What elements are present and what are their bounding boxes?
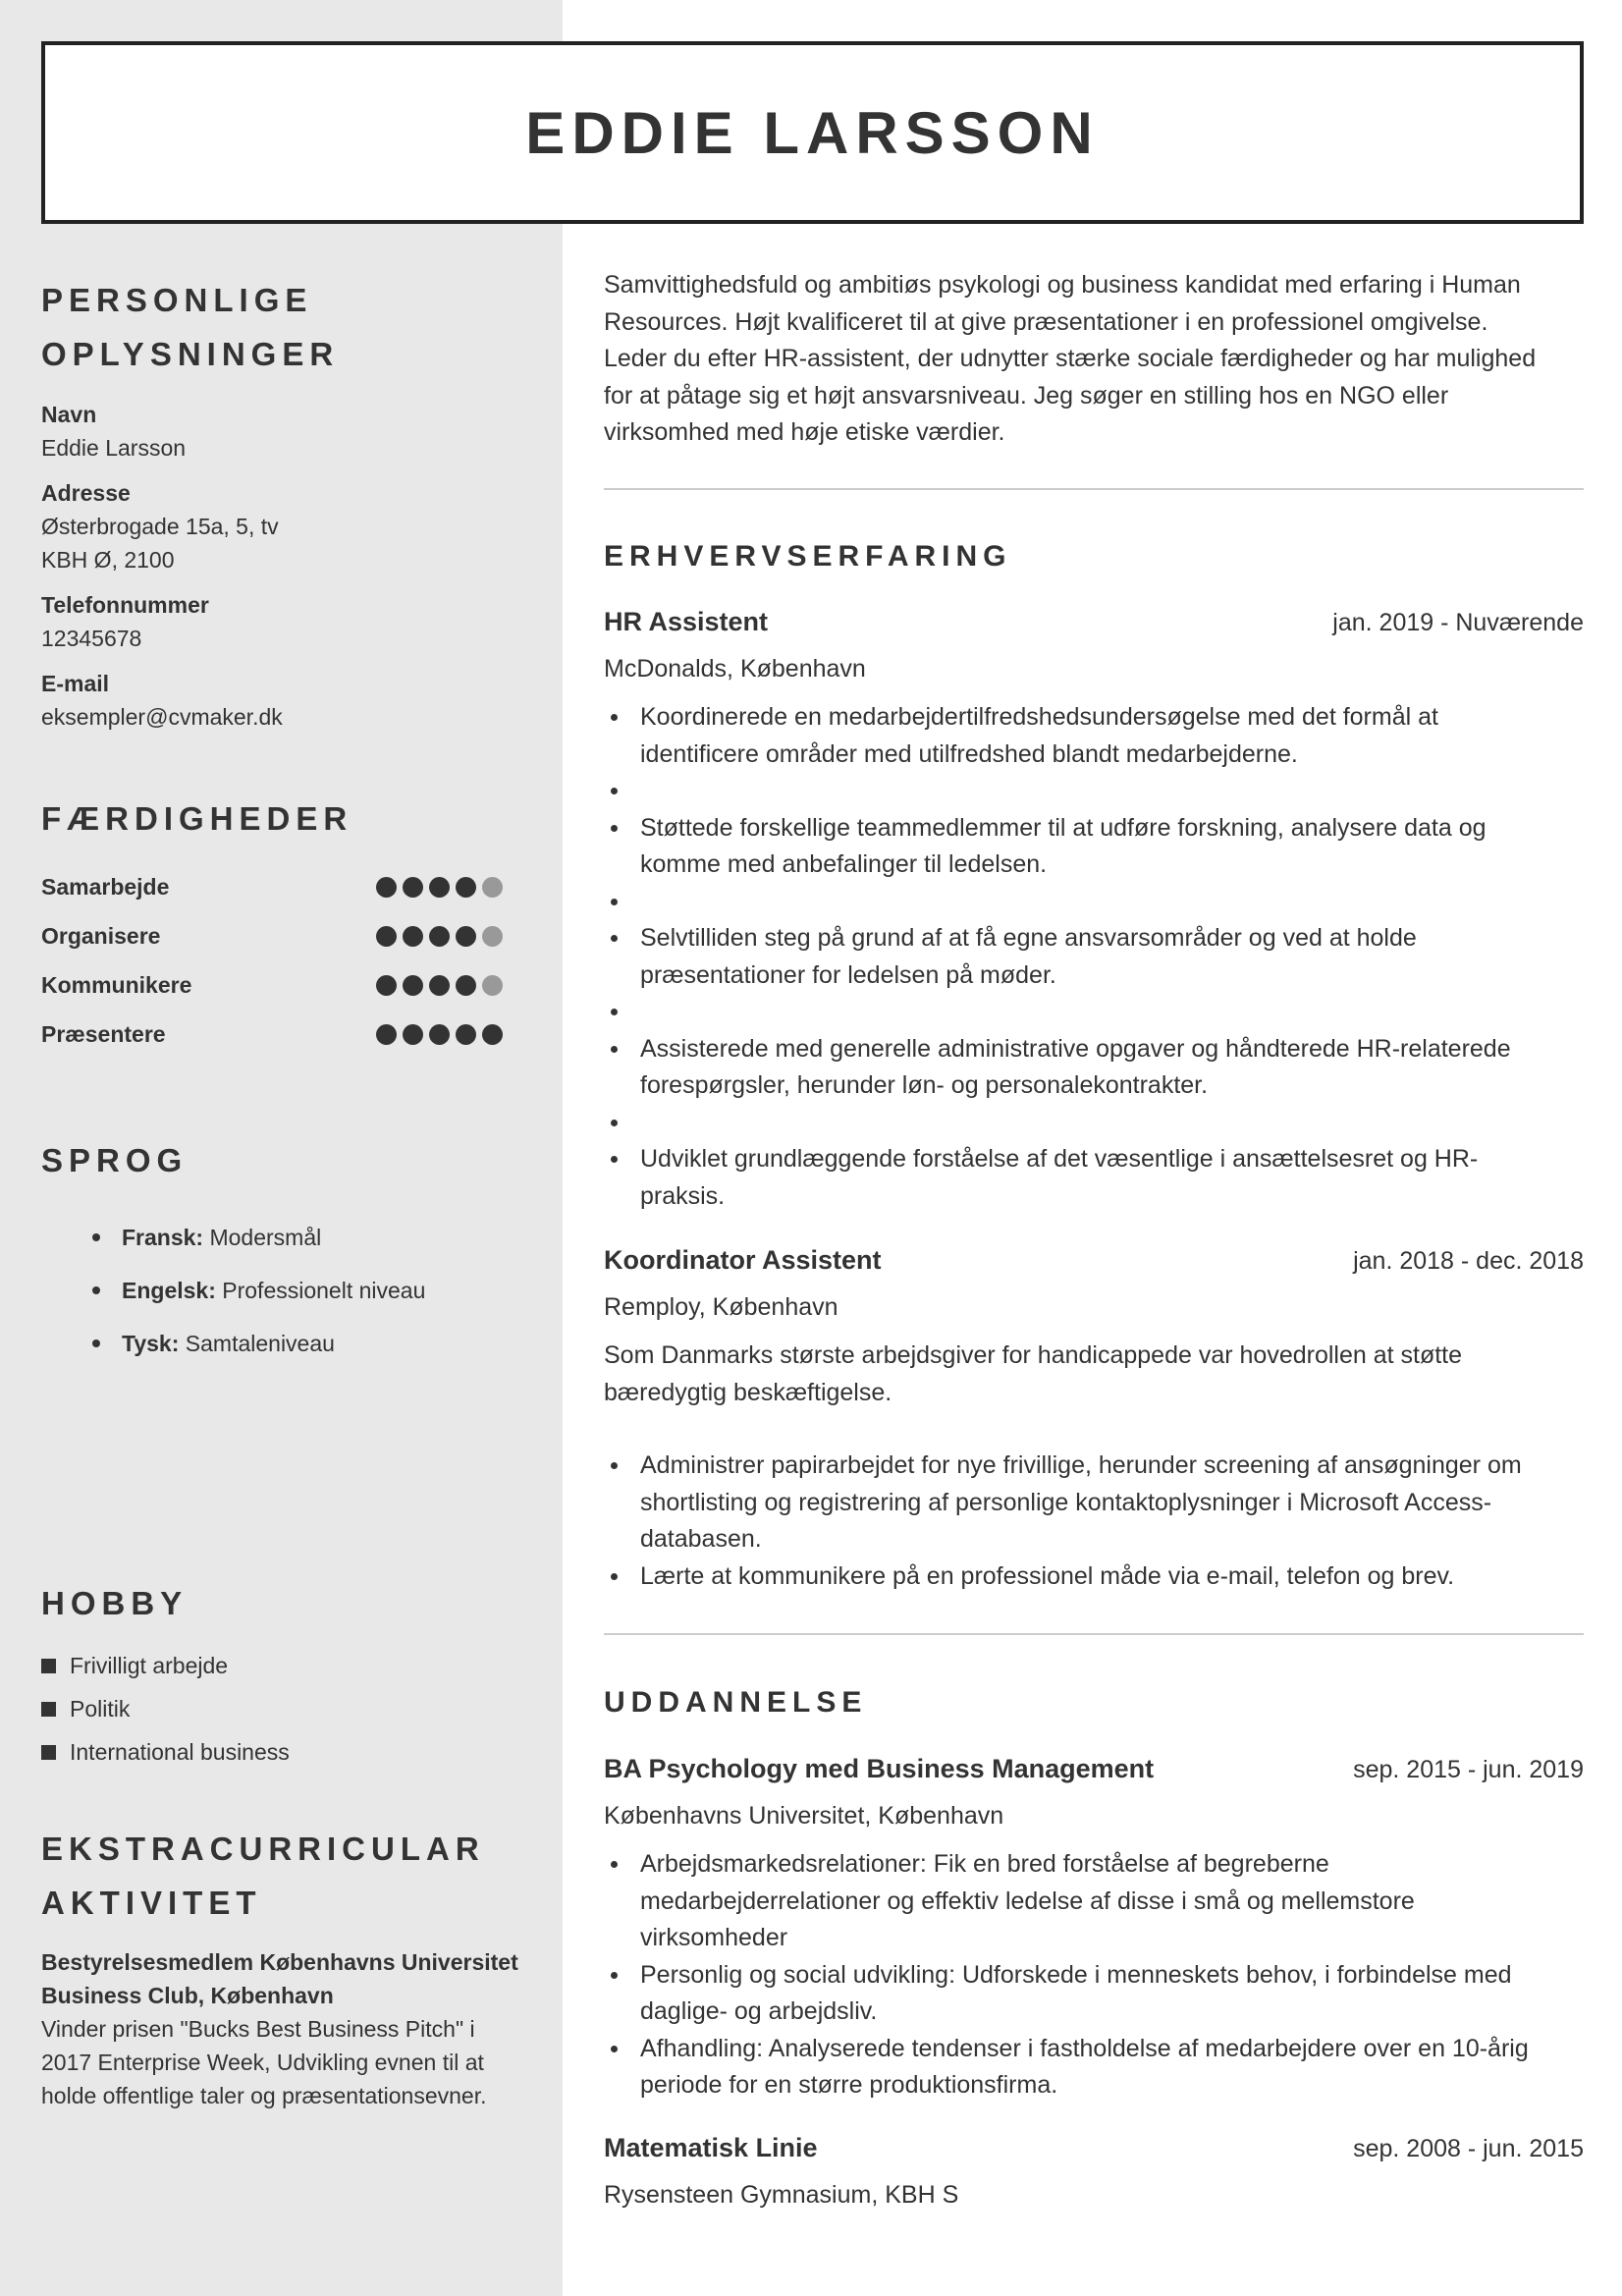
language-item — [41, 1327, 522, 1380]
candidate-name: EDDIE LARSSON — [525, 99, 1100, 166]
bullet-item — [604, 920, 1584, 994]
language-level: Samtaleniveau — [185, 1331, 335, 1356]
education-heading: UDDANNELSE — [604, 1686, 868, 1719]
profile-summary — [604, 267, 1584, 452]
hobby-item: Politik — [41, 1694, 522, 1737]
bullet-item-empty — [604, 773, 1584, 810]
job-description-line: bæredygtig beskæftigelse. — [604, 1378, 892, 1406]
rating-dot-filled — [376, 1024, 397, 1045]
job-header — [604, 1245, 1584, 1286]
skill-label: Præsentere — [41, 1020, 166, 1047]
name-label: Navn — [41, 402, 97, 427]
job-entry — [604, 607, 1584, 1215]
skill-label: Samarbejde — [41, 873, 170, 900]
rating-dot-filled — [403, 877, 423, 898]
education-bullets — [604, 1846, 1584, 2105]
bullet-item — [604, 699, 1584, 773]
languages-list-wrapper — [41, 1221, 522, 1380]
bullet-line: medarbejderrelationer og effektiv ledelse af disse i små og mellemstore — [640, 1886, 1415, 1915]
school-name: Rysensteen Gymnasium, KBH S — [604, 2181, 959, 2209]
name-field — [41, 398, 522, 465]
bullet-item-empty — [604, 1105, 1584, 1142]
job-company: McDonalds, København — [604, 655, 866, 683]
section-divider — [604, 488, 1584, 490]
job-dates: jan. 2019 - Nuværende — [1332, 609, 1584, 636]
name-header — [41, 41, 1584, 224]
skill-row — [41, 919, 503, 953]
bullet-item — [604, 1031, 1584, 1105]
personal-info-fields — [41, 398, 522, 745]
skill-rating — [376, 1024, 503, 1045]
bullet-item — [604, 2031, 1584, 2105]
bullet-line: forespørgsler, herunder løn- og personalekontrakter. — [640, 1071, 1209, 1099]
skill-row — [41, 1017, 503, 1051]
hobby-list — [41, 1651, 522, 1780]
languages-section — [41, 1133, 522, 1187]
bullet-line: Arbejdsmarkedsrelationer: Fik en bred forståelse af begreberne — [640, 1850, 1329, 1878]
phone-label: Telefonnummer — [41, 592, 209, 618]
skills-list — [41, 870, 522, 1066]
bullet-line: Afhandling: Analyserede tendenser i fastholdelse af medarbejdere over en 10-årig — [640, 2034, 1529, 2062]
education-entry — [604, 1754, 1584, 2105]
rating-dot-filled — [456, 1024, 476, 1045]
summary-line: virksomhed med høje etiske værdier. — [604, 418, 1005, 446]
degree-title: Matematisk Linie — [604, 2133, 818, 2162]
bullet-line: virksomheder — [640, 1924, 788, 1951]
education-dates: sep. 2015 - jun. 2019 — [1353, 1756, 1584, 1783]
languages-list — [41, 1221, 522, 1380]
rating-dot-filled — [482, 1024, 503, 1045]
rating-dot-filled — [456, 877, 476, 898]
extracurricular-desc-line2: 2017 Enterprise Week, Udvikling evnen til at — [41, 2050, 484, 2075]
summary-line: for at påtage sig et højt ansvarsniveau. Jeg søger en stilling hos en NGO eller — [604, 381, 1449, 410]
hobby-section — [41, 1576, 522, 1630]
education-header — [604, 2133, 1584, 2174]
skill-label: Organisere — [41, 922, 161, 949]
job-title: Koordinator Assistent — [604, 1245, 882, 1275]
rating-dot-filled — [376, 926, 397, 947]
phone-value: 12345678 — [41, 626, 142, 651]
address-field — [41, 476, 522, 576]
address-label: Adresse — [41, 480, 131, 506]
rating-dot-filled — [403, 1024, 423, 1045]
bullet-line: Støttede forskellige teammedlemmer til at udføre forskning, analysere data og — [640, 813, 1487, 842]
bullet-item — [604, 810, 1584, 884]
skill-rating — [376, 975, 503, 996]
bullet-item-empty — [604, 994, 1584, 1031]
job-entry — [604, 1245, 1584, 1595]
extracurricular-title-line2: Business Club, København — [41, 1983, 334, 2008]
rating-dot-filled — [456, 975, 476, 996]
job-bullets — [604, 699, 1584, 1215]
bullet-line: Administrer papirarbejdet for nye frivillige, herunder screening af ansøgninger om — [640, 1451, 1522, 1479]
bullet-line: præsentationer for ledelsen på møder. — [640, 960, 1056, 989]
education-header — [604, 1754, 1584, 1795]
bullet-line: identificere områder med utilfredshed blandt medarbejderne. — [640, 739, 1298, 768]
extracurricular-desc-line3: holde offentlige taler og præsentationsevner. — [41, 2083, 487, 2108]
experience-heading: ERHVERVSERFARING — [604, 540, 1012, 573]
bullet-item — [604, 1448, 1584, 1558]
rating-dot-filled — [429, 975, 450, 996]
extracurricular-section — [41, 1822, 522, 1930]
language-name: Fransk: — [122, 1225, 204, 1250]
summary-line: Samvittighedsfuld og ambitiøs psykologi og business kandidat med erfaring i Human — [604, 271, 1521, 299]
job-title: HR Assistent — [604, 607, 769, 636]
bullet-item — [604, 1846, 1584, 1957]
bullet-line: daglige- og arbejdsliv. — [640, 1997, 878, 2025]
rating-dot-filled — [403, 926, 423, 947]
bullet-line: Lærte at kommunikere på en professionel måde via e-mail, telefon og brev. — [640, 1561, 1455, 1590]
personal-info-section — [41, 273, 522, 381]
bullet-line: shortlisting og registrering af personlige kontaktoplysninger i Microsoft Access- — [640, 1488, 1492, 1516]
rating-dot-empty — [482, 975, 503, 996]
summary-line: Resources. Højt kvalificeret til at give præsentationer i en professionel omgivelse. — [604, 307, 1488, 336]
name-value: Eddie Larsson — [41, 435, 187, 461]
skill-row — [41, 870, 503, 903]
school-name: Københavns Universitet, København — [604, 1802, 1004, 1830]
bullet-line: Personlig og social udvikling: Udforskede i menneskets behov, i forbindelse med — [640, 1960, 1512, 1989]
degree-title: BA Psychology med Business Management — [604, 1754, 1155, 1783]
bullet-item — [604, 1957, 1584, 2031]
language-item — [41, 1221, 522, 1274]
address-line1: Østerbrogade 15a, 5, tv — [41, 514, 279, 539]
bullet-item-empty — [604, 884, 1584, 921]
skills-section — [41, 792, 522, 846]
skill-rating — [376, 877, 503, 898]
hobby-item: International business — [41, 1737, 522, 1780]
job-description — [604, 1338, 1584, 1411]
job-dates: jan. 2018 - dec. 2018 — [1353, 1247, 1584, 1275]
job-bullets — [604, 1448, 1584, 1595]
bullet-line: databasen. — [640, 1525, 762, 1553]
email-field — [41, 667, 522, 734]
rating-dot-filled — [429, 1024, 450, 1045]
bullet-item — [604, 1558, 1584, 1596]
education-entry — [604, 2133, 1584, 2215]
skill-row — [41, 968, 503, 1002]
bullet-line: periode for en større produktionsfirma. — [640, 2071, 1058, 2099]
personal-info-heading-line1: PERSONLIGE — [41, 282, 313, 318]
bullet-item — [604, 1141, 1584, 1215]
bullet-line: Koordinerede en medarbejdertilfredshedsundersøgelse med det formål at — [640, 703, 1438, 731]
hobby-item: Frivilligt arbejde — [41, 1651, 522, 1694]
languages-heading: SPROG — [41, 1142, 189, 1178]
section-divider — [604, 1633, 1584, 1635]
rating-dot-filled — [429, 877, 450, 898]
summary-line: Leder du efter HR-assistent, der udnytter stærke sociale færdigheder og har mulighed — [604, 345, 1537, 372]
email-value: eksempler@cvmaker.dk — [41, 704, 283, 730]
experience-heading-wrapper — [604, 540, 1584, 574]
rating-dot-empty — [482, 926, 503, 947]
rating-dot-filled — [376, 975, 397, 996]
extracurricular-title-line1: Bestyrelsesmedlem Københavns Universitet — [41, 1949, 518, 1975]
rating-dot-filled — [376, 877, 397, 898]
job-description-line: Som Danmarks største arbejdsgiver for handicappede var hovedrollen at støtte — [604, 1341, 1463, 1369]
phone-field — [41, 588, 522, 655]
rating-dot-filled — [429, 926, 450, 947]
job-header — [604, 607, 1584, 648]
address-line2: KBH Ø, 2100 — [41, 547, 175, 573]
extracurricular-desc-line1: Vinder prisen "Bucks Best Business Pitch" i — [41, 2016, 475, 2042]
skill-label: Kommunikere — [41, 971, 192, 998]
job-company: Remploy, København — [604, 1293, 838, 1321]
education-dates: sep. 2008 - jun. 2015 — [1353, 2135, 1584, 2162]
language-level: Professionelt niveau — [222, 1278, 426, 1303]
language-item — [41, 1274, 522, 1327]
bullet-line: Assisterede med generelle administrative opgaver og håndterede HR-relaterede — [640, 1034, 1511, 1063]
bullet-line: komme med anbefalinger til ledelsen. — [640, 850, 1048, 878]
skill-rating — [376, 926, 503, 947]
rating-dot-filled — [403, 975, 423, 996]
bullet-line: praksis. — [640, 1181, 726, 1210]
rating-dot-filled — [456, 926, 476, 947]
extracurricular-heading-line1: EKSTRACURRICULAR — [41, 1831, 485, 1867]
language-level: Modersmål — [209, 1225, 322, 1250]
language-name: Engelsk: — [122, 1278, 216, 1303]
personal-info-heading-line2: OPLYSNINGER — [41, 336, 340, 372]
email-label: E-mail — [41, 671, 110, 696]
language-name: Tysk: — [122, 1331, 180, 1356]
skills-heading: FÆRDIGHEDER — [41, 800, 353, 837]
education-heading-wrapper — [604, 1686, 1584, 1720]
rating-dot-empty — [482, 877, 503, 898]
bullet-line: Udviklet grundlæggende forståelse af det væsentlige i ansættelsesret og HR- — [640, 1145, 1479, 1173]
extracurricular-entry — [41, 1945, 522, 2112]
extracurricular-heading-line2: AKTIVITET — [41, 1885, 262, 1921]
bullet-line: Selvtilliden steg på grund af at få egne ansvarsområder og ved at holde — [640, 924, 1417, 952]
hobby-heading: HOBBY — [41, 1585, 189, 1621]
